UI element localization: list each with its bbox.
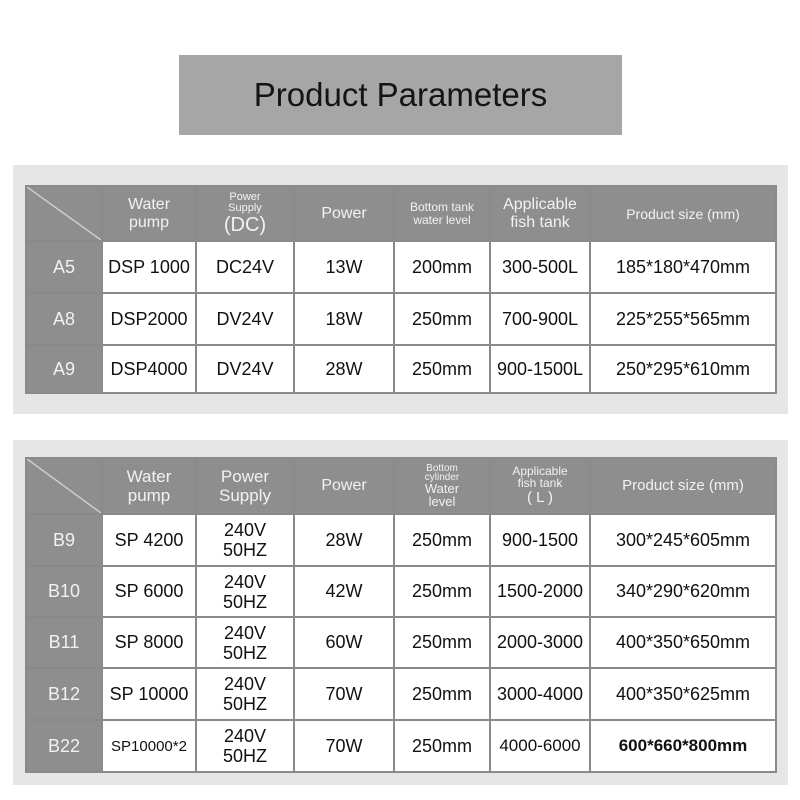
model-cell: A8 <box>26 293 102 345</box>
pump-cell: DSP4000 <box>102 345 196 393</box>
level-cell: 250mm <box>394 720 490 772</box>
header-label: Product size (mm) <box>626 205 740 222</box>
level-cell: 200mm <box>394 241 490 293</box>
header-label: Bottom tank water level <box>409 199 475 227</box>
model-cell: A9 <box>26 345 102 393</box>
size-cell: 600*660*800mm <box>590 720 776 772</box>
table-row <box>26 668 776 720</box>
tank-cell: 1500-2000 <box>490 566 590 617</box>
diagonal-line-icon <box>27 187 101 240</box>
size-cell: 400*350*650mm <box>590 617 776 668</box>
table-a-header-tank <box>490 186 590 241</box>
pump-cell: SP10000*2 <box>102 720 196 772</box>
table-b-header-pump <box>102 458 196 514</box>
supply-cell <box>196 617 294 668</box>
pump-cell: SP 6000 <box>102 566 196 617</box>
table-row <box>26 293 776 345</box>
supply-cell: DV24V <box>196 345 294 393</box>
model-cell: A5 <box>26 241 102 293</box>
table-row <box>26 345 776 393</box>
tank-cell: 700-900L <box>490 293 590 345</box>
power-cell: 42W <box>294 566 394 617</box>
table-a-corner <box>26 186 102 241</box>
pump-cell: SP 8000 <box>102 617 196 668</box>
table-a-header-level <box>394 186 490 241</box>
table-row <box>26 241 776 293</box>
supply-label: 240V 50HZ <box>222 674 267 714</box>
tank-cell: 300-500L <box>490 241 590 293</box>
table-b-header-supply <box>196 458 294 514</box>
table-a-header-supply <box>196 186 294 241</box>
table-a-header-pump <box>102 186 196 241</box>
pump-cell: DSP2000 <box>102 293 196 345</box>
tank-cell: 3000-4000 <box>490 668 590 720</box>
level-cell: 250mm <box>394 293 490 345</box>
power-cell: 13W <box>294 241 394 293</box>
level-cell: 250mm <box>394 617 490 668</box>
supply-cell <box>196 668 294 720</box>
supply-label: 240V 50HZ <box>222 622 267 663</box>
supply-cell <box>196 514 294 566</box>
tank-cell: 900-1500 <box>490 514 590 566</box>
table-b-header-size <box>590 458 776 514</box>
table-row <box>26 617 776 668</box>
header-label: Product size (mm) <box>622 477 744 494</box>
table-a-header-power <box>294 186 394 241</box>
size-cell: 225*255*565mm <box>590 293 776 345</box>
model-cell: B12 <box>26 668 102 720</box>
supply-label: 240V 50HZ <box>222 520 267 560</box>
tank-cell: 900-1500L <box>490 345 590 393</box>
header-label: (DC) <box>223 213 267 236</box>
table-b-corner <box>26 458 102 514</box>
header-label: Power <box>321 204 367 222</box>
table-b-header-power <box>294 458 394 514</box>
header-label: Applicable fish tank <box>503 195 577 231</box>
level-cell: 250mm <box>394 668 490 720</box>
power-cell: 28W <box>294 514 394 566</box>
size-cell: 185*180*470mm <box>590 241 776 293</box>
table-a-header-row <box>26 186 776 241</box>
supply-cell: DC24V <box>196 241 294 293</box>
table-b-header-tank <box>490 458 590 514</box>
header-label: Power <box>321 477 367 494</box>
size-cell: 400*350*625mm <box>590 668 776 720</box>
header-label: Power Supply <box>219 467 271 505</box>
power-cell: 70W <box>294 668 394 720</box>
model-cell: B11 <box>26 617 102 668</box>
header-label: Applicable fish tank <box>512 464 568 490</box>
tank-cell: 2000-3000 <box>490 617 590 668</box>
size-cell: 250*295*610mm <box>590 345 776 393</box>
header-label: Water pump <box>126 467 172 505</box>
header-label: ( L ) <box>526 489 554 506</box>
table-b-header-row <box>26 458 776 514</box>
table-b <box>25 457 777 773</box>
table-a-panel <box>13 165 788 414</box>
supply-label: 240V 50HZ <box>222 726 267 766</box>
header-label: Power Supply <box>228 190 262 214</box>
table-b-panel <box>13 440 788 785</box>
header-label: Water pump <box>127 195 171 231</box>
header-label: Bottom cylinder <box>424 463 460 483</box>
size-cell: 340*290*620mm <box>590 566 776 617</box>
supply-cell: DV24V <box>196 293 294 345</box>
diagonal-line-icon <box>27 459 101 513</box>
level-cell: 250mm <box>394 566 490 617</box>
table-row <box>26 514 776 566</box>
table-a <box>25 185 777 394</box>
model-cell: B22 <box>26 720 102 772</box>
model-cell: B9 <box>26 514 102 566</box>
table-b-header-level <box>394 458 490 514</box>
supply-label: 240V 50HZ <box>222 571 267 612</box>
page-title: Product Parameters <box>179 55 622 135</box>
table-a-header-size <box>590 186 776 241</box>
level-cell: 250mm <box>394 514 490 566</box>
power-cell: 60W <box>294 617 394 668</box>
power-cell: 70W <box>294 720 394 772</box>
power-cell: 18W <box>294 293 394 345</box>
table-row <box>26 566 776 617</box>
level-cell: 250mm <box>394 345 490 393</box>
pump-cell: DSP 1000 <box>102 241 196 293</box>
power-cell: 28W <box>294 345 394 393</box>
supply-cell <box>196 720 294 772</box>
size-cell: 300*245*605mm <box>590 514 776 566</box>
model-cell: B10 <box>26 566 102 617</box>
header-label: Water level <box>424 481 460 509</box>
pump-cell: SP 10000 <box>102 668 196 720</box>
tank-cell: 4000-6000 <box>490 720 590 772</box>
pump-cell: SP 4200 <box>102 514 196 566</box>
supply-cell <box>196 566 294 617</box>
table-row <box>26 720 776 772</box>
